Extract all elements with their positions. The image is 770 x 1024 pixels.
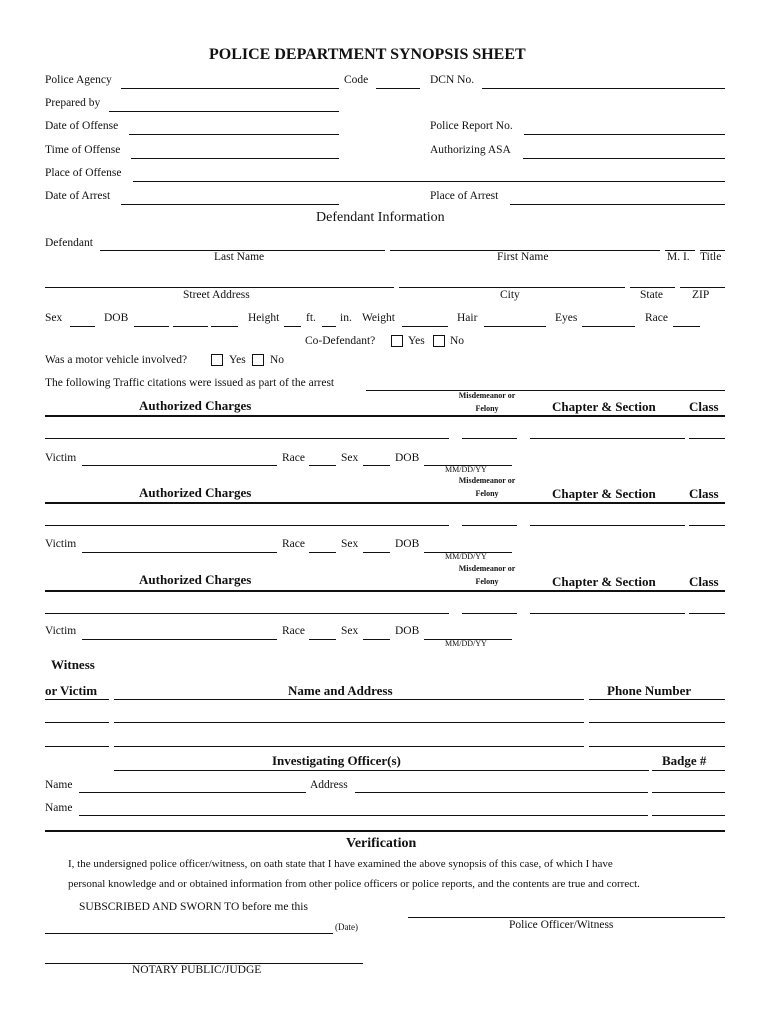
dob-label: DOB: [104, 312, 129, 324]
defendant-section-title: Defendant Information: [316, 210, 445, 225]
subscribed-label: SUBSCRIBED AND SWORN TO before me this: [79, 901, 308, 913]
last-name-caption: Last Name: [214, 251, 265, 263]
victim-sex-field[interactable]: [363, 639, 390, 640]
police-agency-label: Police Agency: [45, 74, 112, 86]
weight-label: Weight: [362, 312, 395, 324]
authorized-charges-header: Authorized Charges: [139, 398, 252, 413]
defendant-label: Defendant: [45, 237, 93, 249]
motor-vehicle-no-checkbox[interactable]: [252, 354, 264, 366]
misdemeanor-field[interactable]: [462, 438, 517, 439]
state-caption: State: [640, 289, 663, 301]
witness-name-address-field[interactable]: [114, 722, 584, 723]
authorized-charges-header: Authorized Charges: [139, 485, 252, 500]
felony-header: Felony: [475, 577, 499, 586]
time-of-offense-label: Time of Offense: [45, 144, 121, 156]
date-caption: (Date): [335, 922, 358, 932]
class-header: Class: [689, 399, 719, 414]
victim-race-label: Race: [282, 452, 305, 464]
witness-name-address-field[interactable]: [114, 746, 584, 747]
dob-month-field[interactable]: [134, 326, 169, 327]
dob-day-field[interactable]: [173, 326, 208, 327]
place-of-arrest-field[interactable]: [510, 204, 725, 205]
chapter-field[interactable]: [530, 525, 685, 526]
victim-field[interactable]: [82, 552, 277, 553]
height-label: Height: [248, 312, 280, 324]
witness-header-rule: [589, 699, 725, 700]
dcn-label: DCN No.: [430, 74, 475, 86]
zip-caption: ZIP: [692, 289, 710, 301]
victim-label: Victim: [45, 452, 77, 464]
height-in-field[interactable]: [322, 326, 336, 327]
officer-witness-caption: Police Officer/Witness: [509, 919, 614, 931]
authorized-charges-header: Authorized Charges: [139, 572, 252, 587]
verification-text-line2: personal knowledge and or obtained information from other police officers or police reports, and the contents are true and correct.: [68, 878, 640, 890]
mi-caption: M. I.: [667, 251, 690, 263]
victim-dob-label: DOB: [395, 538, 420, 550]
charge-field[interactable]: [45, 613, 449, 614]
victim-race-label: Race: [282, 625, 305, 637]
felony-header: Felony: [475, 489, 499, 498]
date-of-arrest-label: Date of Arrest: [45, 190, 111, 202]
verification-divider: [45, 830, 725, 832]
chapter-section-header: Chapter & Section: [552, 574, 656, 589]
chapter-field[interactable]: [530, 613, 685, 614]
dob-year-field[interactable]: [211, 326, 238, 327]
class-field[interactable]: [689, 438, 725, 439]
prepared-by-label: Prepared by: [45, 97, 101, 109]
date-format-caption: MM/DD/YY: [445, 465, 487, 474]
victim-label: Victim: [45, 625, 77, 637]
motor-vehicle-no-label: No: [270, 354, 285, 366]
charge-field[interactable]: [45, 525, 449, 526]
officer-badge-field[interactable]: [652, 815, 725, 816]
misdemeanor-field[interactable]: [462, 525, 517, 526]
victim-sex-field[interactable]: [363, 465, 390, 466]
co-defendant-no-checkbox[interactable]: [433, 335, 445, 347]
eyes-label: Eyes: [555, 312, 578, 324]
victim-sex-label: Sex: [341, 625, 359, 637]
chapter-section-header: Chapter & Section: [552, 399, 656, 414]
ft-label: ft.: [306, 312, 316, 324]
class-field[interactable]: [689, 613, 725, 614]
name-address-header: Name and Address: [288, 683, 393, 698]
height-ft-field[interactable]: [284, 326, 301, 327]
place-of-offense-label: Place of Offense: [45, 167, 122, 179]
witness-header: Witness: [51, 657, 95, 672]
chapter-section-header: Chapter & Section: [552, 486, 656, 501]
witness-type-field[interactable]: [45, 746, 109, 747]
date-format-caption: MM/DD/YY: [445, 552, 487, 561]
officer-address-field[interactable]: [355, 792, 648, 793]
victim-race-field[interactable]: [309, 639, 336, 640]
first-name-caption: First Name: [497, 251, 549, 263]
chapter-field[interactable]: [530, 438, 685, 439]
motor-vehicle-label: Was a motor vehicle involved?: [45, 354, 188, 366]
verification-title: Verification: [346, 836, 417, 851]
witness-type-field[interactable]: [45, 722, 109, 723]
witness-header-rule: [45, 699, 109, 700]
co-defendant-yes-label: Yes: [408, 335, 425, 347]
date-of-offense-field[interactable]: [129, 134, 339, 135]
race-label: Race: [645, 312, 668, 324]
time-of-offense-field[interactable]: [131, 158, 339, 159]
city-caption: City: [500, 289, 520, 301]
sex-field[interactable]: [70, 326, 95, 327]
victim-field[interactable]: [82, 639, 277, 640]
code-field[interactable]: [376, 88, 420, 89]
authorizing-asa-field[interactable]: [523, 158, 725, 159]
charges-divider: [45, 590, 725, 592]
date-of-offense-label: Date of Offense: [45, 120, 119, 132]
or-victim-header: or Victim: [45, 683, 98, 698]
co-defendant-label: Co-Defendant?: [305, 335, 376, 347]
misdemeanor-header: Misdemeanor or: [458, 564, 516, 573]
misdemeanor-header: Misdemeanor or: [458, 391, 516, 400]
police-report-label: Police Report No.: [430, 120, 513, 132]
officer-signature-field[interactable]: [408, 917, 725, 918]
co-defendant-yes-checkbox[interactable]: [391, 335, 403, 347]
date-format-caption: MM/DD/YY: [445, 639, 487, 648]
motor-vehicle-yes-label: Yes: [229, 354, 246, 366]
badge-header-rule: [652, 770, 725, 771]
co-defendant-no-label: No: [450, 335, 465, 347]
eyes-field[interactable]: [582, 326, 635, 327]
officers-header-rule: [114, 770, 649, 771]
title-caption: Title: [700, 251, 722, 263]
verification-text-line1: I, the undersigned police officer/witness, on oath state that I have examined the above synopsis of this case, of which I have: [68, 858, 613, 870]
phone-number-header: Phone Number: [607, 683, 692, 698]
officer-name-label: Name: [45, 779, 73, 791]
victim-sex-label: Sex: [341, 452, 359, 464]
dcn-field[interactable]: [482, 88, 725, 89]
victim-dob-label: DOB: [395, 452, 420, 464]
victim-race-label: Race: [282, 538, 305, 550]
misdemeanor-header: Misdemeanor or: [458, 476, 516, 485]
zip-field[interactable]: [680, 287, 725, 288]
hair-field[interactable]: [484, 326, 546, 327]
investigating-officers-header: Investigating Officer(s): [272, 753, 401, 768]
code-label: Code: [344, 74, 369, 86]
felony-header: Felony: [475, 404, 499, 413]
officer-address-label: Address: [310, 779, 348, 791]
street-address-field[interactable]: [45, 287, 394, 288]
witness-phone-field[interactable]: [589, 746, 725, 747]
date-field[interactable]: [45, 933, 333, 934]
witness-header-rule: [114, 699, 584, 700]
traffic-citations-label: The following Traffic citations were issued as part of the arrest: [45, 377, 335, 389]
victim-race-field[interactable]: [309, 552, 336, 553]
victim-label: Victim: [45, 538, 77, 550]
victim-dob-label: DOB: [395, 625, 420, 637]
date-of-arrest-field[interactable]: [121, 204, 339, 205]
victim-sex-field[interactable]: [363, 552, 390, 553]
officer-badge-field[interactable]: [652, 792, 725, 793]
victim-sex-label: Sex: [341, 538, 359, 550]
charge-field[interactable]: [45, 438, 449, 439]
misdemeanor-field[interactable]: [462, 613, 517, 614]
charges-divider: [45, 415, 725, 417]
prepared-by-field[interactable]: [109, 111, 339, 112]
place-of-arrest-label: Place of Arrest: [430, 190, 499, 202]
class-field[interactable]: [689, 525, 725, 526]
police-agency-field[interactable]: [121, 88, 339, 89]
charges-divider: [45, 502, 725, 504]
sex-label: Sex: [45, 312, 63, 324]
police-report-field[interactable]: [524, 134, 725, 135]
victim-race-field[interactable]: [309, 465, 336, 466]
victim-field[interactable]: [82, 465, 277, 466]
page-title: POLICE DEPARTMENT SYNOPSIS SHEET: [209, 46, 526, 63]
place-of-offense-field[interactable]: [133, 181, 725, 182]
authorizing-asa-label: Authorizing ASA: [430, 144, 511, 156]
officer-name-field[interactable]: [79, 792, 306, 793]
in-label: in.: [340, 312, 352, 324]
notary-caption: NOTARY PUBLIC/JUDGE: [132, 964, 262, 976]
badge-header: Badge #: [662, 753, 707, 768]
state-field[interactable]: [630, 287, 675, 288]
officer-name-label: Name: [45, 802, 73, 814]
city-field[interactable]: [399, 287, 625, 288]
motor-vehicle-yes-checkbox[interactable]: [211, 354, 223, 366]
weight-field[interactable]: [402, 326, 448, 327]
street-address-caption: Street Address: [183, 289, 250, 301]
traffic-citations-field[interactable]: [366, 390, 725, 391]
class-header: Class: [689, 486, 719, 501]
race-field[interactable]: [673, 326, 700, 327]
officer-name-field[interactable]: [79, 815, 648, 816]
hair-label: Hair: [457, 312, 478, 324]
class-header: Class: [689, 574, 719, 589]
witness-phone-field[interactable]: [589, 722, 725, 723]
